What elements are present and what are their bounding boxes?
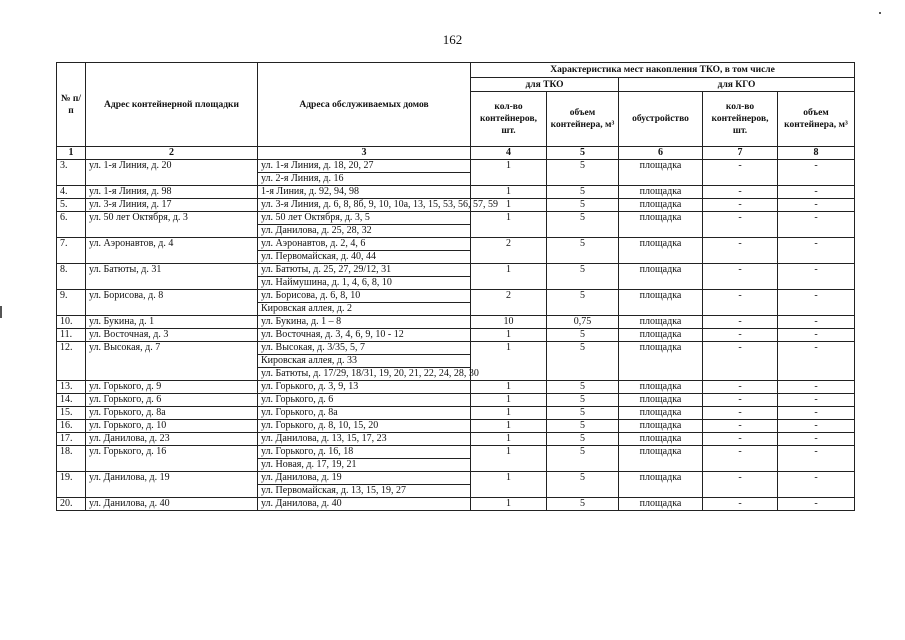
container-count: 2 <box>471 238 547 264</box>
row-number: 7. <box>57 238 86 264</box>
served-houses: ул. Горького, д. 3, 9, 13 <box>258 381 471 394</box>
served-houses: ул. Новая, д. 17, 19, 21 <box>258 459 471 472</box>
kgo-container-volume: - <box>778 342 855 381</box>
kgo-container-count: - <box>703 199 778 212</box>
kgo-container-volume: - <box>778 394 855 407</box>
site-address: ул. Батюты, д. 31 <box>86 264 258 290</box>
table-row <box>57 199 855 212</box>
container-volume: 5 <box>547 212 619 238</box>
container-count: 1 <box>471 433 547 446</box>
kgo-container-volume: - <box>778 472 855 498</box>
header-served-houses: Адреса обслуживаемых домов <box>258 63 471 147</box>
table-row <box>57 160 855 173</box>
kgo-container-count: - <box>703 407 778 420</box>
arrangement-type: площадка <box>619 472 703 498</box>
kgo-container-volume: - <box>778 160 855 186</box>
site-address: ул. Горького, д. 10 <box>86 420 258 433</box>
container-volume: 5 <box>547 342 619 381</box>
column-number: 3 <box>258 147 471 160</box>
kgo-container-count: - <box>703 316 778 329</box>
row-number: 11. <box>57 329 86 342</box>
column-number: 7 <box>703 147 778 160</box>
row-number: 13. <box>57 381 86 394</box>
container-volume: 5 <box>547 446 619 472</box>
arrangement-type: площадка <box>619 381 703 394</box>
arrangement-type: площадка <box>619 394 703 407</box>
kgo-container-count: - <box>703 342 778 381</box>
served-houses: ул. Высокая, д. 3/35, 5, 7 <box>258 342 471 355</box>
column-number: 8 <box>778 147 855 160</box>
container-volume: 0,75 <box>547 316 619 329</box>
arrangement-type: площадка <box>619 290 703 316</box>
served-houses: ул. Первомайская, д. 13, 15, 19, 27 <box>258 485 471 498</box>
column-number: 1 <box>57 147 86 160</box>
container-volume: 5 <box>547 472 619 498</box>
table-body <box>57 147 855 511</box>
kgo-container-count: - <box>703 238 778 264</box>
site-address: ул. Горького, д. 8а <box>86 407 258 420</box>
served-houses: ул. Данилова, д. 40 <box>258 498 471 511</box>
served-houses: ул. Горького, д. 8, 10, 15, 20 <box>258 420 471 433</box>
kgo-container-volume: - <box>778 420 855 433</box>
page-number: 162 <box>442 32 463 47</box>
container-volume: 5 <box>547 186 619 199</box>
served-houses: ул. Данилова, д. 25, 28, 32 <box>258 225 471 238</box>
kgo-container-volume: - <box>778 407 855 420</box>
served-houses: ул. Восточная, д. 3, 4, 6, 9, 10 - 12 <box>258 329 471 342</box>
arrangement-type: площадка <box>619 160 703 186</box>
site-address: ул. 1-я Линия, д. 98 <box>86 186 258 199</box>
kgo-container-count: - <box>703 329 778 342</box>
container-volume: 5 <box>547 199 619 212</box>
site-address: ул. Восточная, д. 3 <box>86 329 258 342</box>
served-houses: ул. Борисова, д. 6, 8, 10 <box>258 290 471 303</box>
site-address: ул. Аэронавтов, д. 4 <box>86 238 258 264</box>
header-site-address: Адрес контейнерной площадки <box>86 63 258 147</box>
arrangement-type: площадка <box>619 420 703 433</box>
served-houses: ул. Батюты, д. 17/29, 18/31, 19, 20, 21, 22, 24, 28, 30 <box>258 368 471 381</box>
served-houses: ул. Данилова, д. 13, 15, 17, 23 <box>258 433 471 446</box>
header-tko-volume: объем контейнера, м³ <box>547 92 619 147</box>
header-kgo-count: кол-во контейнеров, шт. <box>703 92 778 147</box>
arrangement-type: площадка <box>619 446 703 472</box>
container-count: 1 <box>471 498 547 511</box>
kgo-container-count: - <box>703 212 778 238</box>
table-row <box>57 264 855 277</box>
column-number: 4 <box>471 147 547 160</box>
container-count: 1 <box>471 381 547 394</box>
row-number: 15. <box>57 407 86 420</box>
container-volume: 5 <box>547 238 619 264</box>
kgo-container-count: - <box>703 498 778 511</box>
served-houses: ул. 50 лет Октября, д. 3, 5 <box>258 212 471 225</box>
kgo-container-count: - <box>703 446 778 472</box>
arrangement-type: площадка <box>619 238 703 264</box>
arrangement-type: площадка <box>619 329 703 342</box>
kgo-container-volume: - <box>778 186 855 199</box>
kgo-container-volume: - <box>778 329 855 342</box>
served-houses: ул. Данилова, д. 19 <box>258 472 471 485</box>
table-header <box>57 63 855 147</box>
row-number: 9. <box>57 290 86 316</box>
header-for-tko: для ТКО <box>471 78 619 92</box>
served-houses: ул. Первомайская, д. 40, 44 <box>258 251 471 264</box>
container-count: 1 <box>471 342 547 381</box>
container-count: 1 <box>471 420 547 433</box>
container-count: 1 <box>471 407 547 420</box>
site-address: ул. Данилова, д. 40 <box>86 498 258 511</box>
kgo-container-volume: - <box>778 199 855 212</box>
served-houses: ул. Наймушина, д. 1, 4, 6, 8, 10 <box>258 277 471 290</box>
kgo-container-volume: - <box>778 433 855 446</box>
arrangement-type: площадка <box>619 498 703 511</box>
site-address: ул. Горького, д. 9 <box>86 381 258 394</box>
container-count: 1 <box>471 394 547 407</box>
container-volume: 5 <box>547 433 619 446</box>
table-row <box>57 394 855 407</box>
served-houses: 1-я Линия, д. 92, 94, 98 <box>258 186 471 199</box>
served-houses: ул. 1-я Линия, д. 18, 20, 27 <box>258 160 471 173</box>
table-row <box>57 212 855 225</box>
kgo-container-count: - <box>703 290 778 316</box>
table-row <box>57 290 855 303</box>
scan-edge-mark <box>0 306 2 318</box>
site-address: ул. Борисова, д. 8 <box>86 290 258 316</box>
container-count: 2 <box>471 290 547 316</box>
column-number: 2 <box>86 147 258 160</box>
column-number: 6 <box>619 147 703 160</box>
container-volume: 5 <box>547 329 619 342</box>
row-number: 19. <box>57 472 86 498</box>
container-volume: 5 <box>547 420 619 433</box>
arrangement-type: площадка <box>619 186 703 199</box>
kgo-container-count: - <box>703 420 778 433</box>
arrangement-type: площадка <box>619 407 703 420</box>
site-address: ул. Высокая, д. 7 <box>86 342 258 381</box>
site-address: ул. 50 лет Октября, д. 3 <box>86 212 258 238</box>
arrangement-type: площадка <box>619 316 703 329</box>
kgo-container-volume: - <box>778 264 855 290</box>
container-count: 1 <box>471 446 547 472</box>
row-number: 17. <box>57 433 86 446</box>
served-houses: ул. Горького, д. 8а <box>258 407 471 420</box>
header-kgo-volume: объем контейнера, м³ <box>778 92 855 147</box>
row-number: 14. <box>57 394 86 407</box>
kgo-container-count: - <box>703 160 778 186</box>
table-row <box>57 407 855 420</box>
table-row <box>57 472 855 485</box>
row-number: 12. <box>57 342 86 381</box>
served-houses: ул. Горького, д. 16, 18 <box>258 446 471 459</box>
container-sites-table <box>56 62 855 511</box>
kgo-container-count: - <box>703 264 778 290</box>
site-address: ул. Данилова, д. 23 <box>86 433 258 446</box>
container-volume: 5 <box>547 264 619 290</box>
table-row <box>57 342 855 355</box>
table-row <box>57 381 855 394</box>
kgo-container-count: - <box>703 394 778 407</box>
header-for-kgo: для КГО <box>619 78 855 92</box>
row-number: 10. <box>57 316 86 329</box>
site-address: ул. 3-я Линия, д. 17 <box>86 199 258 212</box>
kgo-container-count: - <box>703 433 778 446</box>
kgo-container-volume: - <box>778 316 855 329</box>
container-count: 1 <box>471 212 547 238</box>
header-arrangement: обустройство <box>619 92 703 147</box>
site-address: ул. 1-я Линия, д. 20 <box>86 160 258 186</box>
row-number: 16. <box>57 420 86 433</box>
served-houses: Кировская аллея, д. 33 <box>258 355 471 368</box>
container-volume: 5 <box>547 407 619 420</box>
table-row <box>57 186 855 199</box>
row-number: 4. <box>57 186 86 199</box>
served-houses: ул. 2-я Линия, д. 16 <box>258 173 471 186</box>
served-houses: ул. Горького, д. 6 <box>258 394 471 407</box>
kgo-container-volume: - <box>778 290 855 316</box>
served-houses: ул. Батюты, д. 25, 27, 29/12, 31 <box>258 264 471 277</box>
row-number: 18. <box>57 446 86 472</box>
column-number: 5 <box>547 147 619 160</box>
table-row <box>57 238 855 251</box>
header-tko-count: кол-во контейнеров, шт. <box>471 92 547 147</box>
header-characteristics: Характеристика мест накопления ТКО, в том числе <box>471 63 855 78</box>
column-numbers-row <box>57 147 855 160</box>
container-count: 10 <box>471 316 547 329</box>
arrangement-type: площадка <box>619 433 703 446</box>
arrangement-type: площадка <box>619 212 703 238</box>
served-houses: ул. Букина, д. 1 – 8 <box>258 316 471 329</box>
row-number: 3. <box>57 160 86 186</box>
kgo-container-volume: - <box>778 381 855 394</box>
arrangement-type: площадка <box>619 264 703 290</box>
row-number: 5. <box>57 199 86 212</box>
container-count: 1 <box>471 329 547 342</box>
container-volume: 5 <box>547 160 619 186</box>
row-number: 6. <box>57 212 86 238</box>
container-count: 1 <box>471 199 547 212</box>
site-address: ул. Горького, д. 6 <box>86 394 258 407</box>
container-count: 1 <box>471 186 547 199</box>
kgo-container-count: - <box>703 186 778 199</box>
row-number: 20. <box>57 498 86 511</box>
kgo-container-volume: - <box>778 498 855 511</box>
container-volume: 5 <box>547 381 619 394</box>
arrangement-type: площадка <box>619 342 703 381</box>
site-address: ул. Данилова, д. 19 <box>86 472 258 498</box>
table-row <box>57 329 855 342</box>
table-row <box>57 316 855 329</box>
served-houses: ул. Аэронавтов, д. 2, 4, 6 <box>258 238 471 251</box>
container-volume: 5 <box>547 498 619 511</box>
container-volume: 5 <box>547 290 619 316</box>
container-count: 1 <box>471 264 547 290</box>
container-volume: 5 <box>547 394 619 407</box>
scan-dust-mark <box>879 12 881 14</box>
site-address: ул. Букина, д. 1 <box>86 316 258 329</box>
table-row <box>57 498 855 511</box>
served-houses: ул. 3-я Линия, д. 6, 8, 8б, 9, 10, 10а, 13, 15, 53, 56, 57, 59 <box>258 199 471 212</box>
document-sheet <box>56 62 854 511</box>
arrangement-type: площадка <box>619 199 703 212</box>
table-row <box>57 433 855 446</box>
kgo-container-volume: - <box>778 446 855 472</box>
kgo-container-volume: - <box>778 238 855 264</box>
container-count: 1 <box>471 160 547 186</box>
kgo-container-count: - <box>703 381 778 394</box>
kgo-container-volume: - <box>778 212 855 238</box>
container-count: 1 <box>471 472 547 498</box>
table-row <box>57 446 855 459</box>
kgo-container-count: - <box>703 472 778 498</box>
row-number: 8. <box>57 264 86 290</box>
header-num: № п/п <box>57 63 86 147</box>
served-houses: Кировская аллея, д. 2 <box>258 303 471 316</box>
site-address: ул. Горького, д. 16 <box>86 446 258 472</box>
table-row <box>57 420 855 433</box>
